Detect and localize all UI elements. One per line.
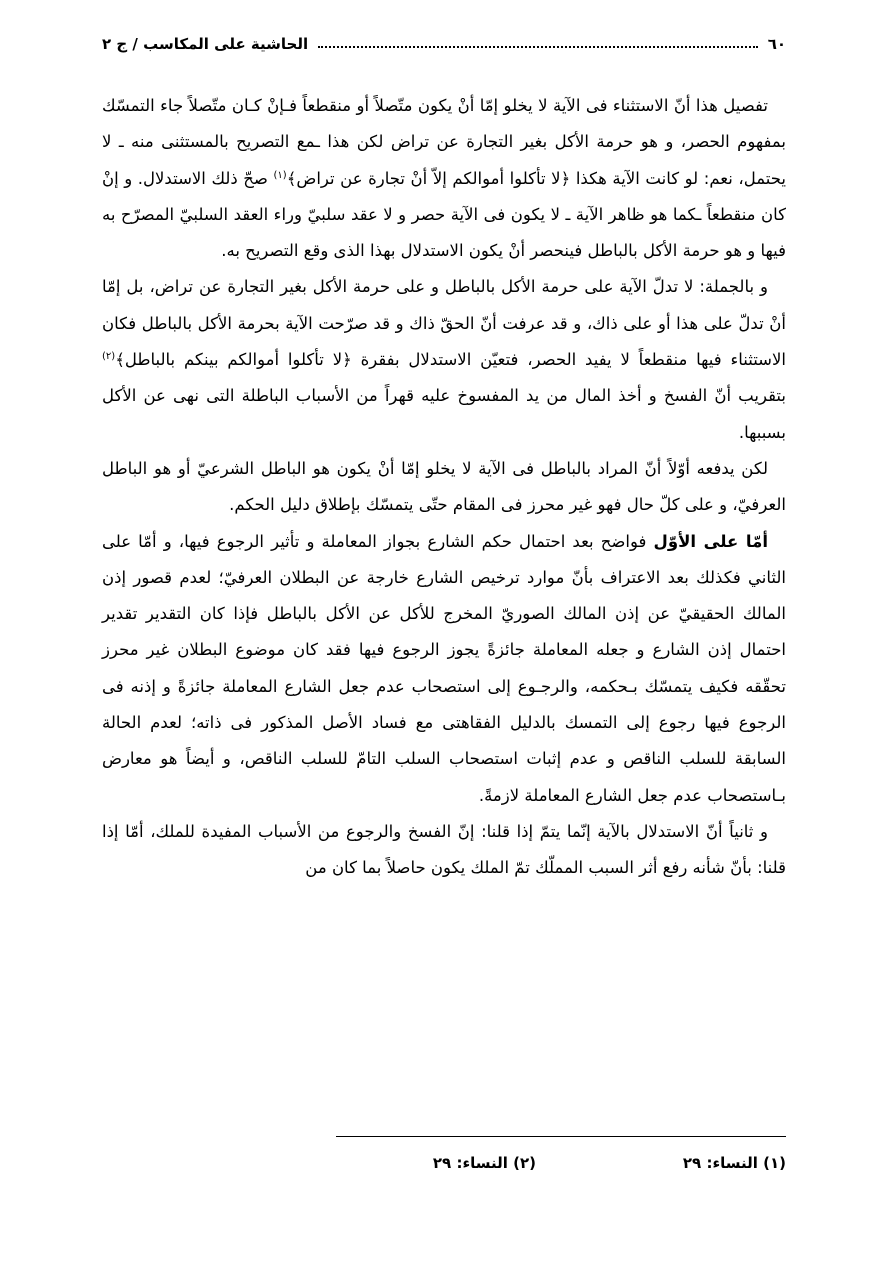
paragraph-5 <box>102 814 786 887</box>
page-number: ٦٠ <box>767 35 786 53</box>
paragraph-text: فواضح بعد احتمال حكم الشارع بجواز المعاملة و تأثير الرجوع فيها، و أمّا على الثاني فكذلك بعد الاعتراف بأنّ موارد ترخيص الشارع خارجة عن البطلان العرفيّ؛ لعدم قصور إذن المالك الحقيقيّ عن إذن المالك الصوريّ المخرج للأكل عن الأكل بالباطل فإذا كان التقدير تقدير احتمال إذن الشارع و جعله المعاملة جائزةً يجوز الرجوع فيها فقد كان موضوع البطلان غير محرز تحقّقه فكيف يتمسّك بـحكمه، والرجـوع إلى استصحاب عدم جعل الشارع المعاملة جائزةً و إذنه فى الرجوع فيها رجوع إلى التمسك بالدليل الفقاهتى مع فساد الأصل المذكور فى ذاته؛ لعدم الحالة السابقة للسلب الناقص و عدم إثبات استصحاب السلب التامّ للسلب الناقص، و أيضاً هو معارض بـاستصحاب عدم جعل الشارع المعاملة لازمةً. <box>102 531 786 805</box>
header-dot-leader <box>318 46 758 48</box>
paragraph-2 <box>102 269 786 450</box>
footnote-marker-1: (١) <box>273 169 287 181</box>
paragraph-3 <box>102 451 786 524</box>
paragraph-text: و ثانياً أنّ الاستدلال بالآية إنّما يتمّ إذا قلنا: إنّ الفسخ والرجوع من الأسباب المفيدة للملك، أمّا إذا قلنا: بأنّ شأنه رفع أثر السبب المملّك تمّ الملك يكون حاصلاً بما كان من <box>102 821 786 878</box>
paragraph-text-continued: صحّ ذلك الاستدلال. و إنْ كان منقطعاً ـكما هو ظاهر الآية ـ لا يكون فى الآية حصر و لا عقد سلبيّ وراء العقد السلبيّ المصرّح به فيها و هو حرمة الأكل بالباطل فينحصر أنْ يكون الاستدلال بهذا الذى وقع التصريح به. <box>102 168 786 261</box>
paragraph-text: تفصيل هذا أنّ الاستثناء فى الآية لا يخلو إمّا أنْ يكون متّصلاً أو منقطعاً فـإنْ كـان متّصلاً جاء التمسّك بمفهوم الحصر، و هو حرمة الأكل بغير التجارة عن تراض لكن هذا ـمع التصريح بالمستثنى منه ـ لا يحتمل، نعم: لو كانت الآية هكذا ﴿لا تأكلوا أموالكم إلاّ أنْ تجارة عن تراض﴾ <box>102 96 786 188</box>
paragraph-1 <box>102 88 786 269</box>
footnote-marker-2: (٢) <box>102 351 116 363</box>
page-header <box>102 30 786 58</box>
body-text <box>102 88 786 887</box>
paragraph-lead: أمّا على الأوّل <box>653 531 768 551</box>
running-title: الحاشية على المكاسب / ج ٢ <box>102 35 309 53</box>
paragraph-4 <box>102 524 786 814</box>
paragraph-text-continued: بتقريب أنّ الفسخ و أخذ المال من يد المفسوخ عليه قهراً من الأسباب الباطلة التى نهى عن الأكل بسببها. <box>102 386 786 442</box>
footnote-1: (١) النساء: ٢٩ <box>682 1154 786 1172</box>
paragraph-text: و بالجملة: لا تدلّ الآية على حرمة الأكل بالباطل و على حرمة الأكل بغير التجارة عن تراض، بل إمّا أنْ تدلّ على هذا أو على ذاك، و قد عرفت أنّ الحقّ ذاك و قد صرّحت الآية بحرمة الأكل بالباطل فكان الاستثناء فيها منقطعاً لا يفيد الحصر، فتعيّن الاستدلال بفقرة ﴿لا تأكلوا أموالكم بينكم بالباطل﴾ <box>102 277 786 370</box>
footnote-2: (٢) النساء: ٢٩ <box>432 1154 536 1172</box>
footnotes <box>102 1143 786 1183</box>
paragraph-text: لكن يدفعه أوّلاً أنّ المراد بالباطل فى الآية لا يخلو إمّا أنْ يكون هو الباطل الشرعيّ أو هو الباطل العرفيّ، و على كلّ حال فهو غير محرز فى المقام حتّى يتمسّك بإطلاق دليل الحكم. <box>102 458 786 515</box>
footnote-separator <box>336 1136 786 1137</box>
